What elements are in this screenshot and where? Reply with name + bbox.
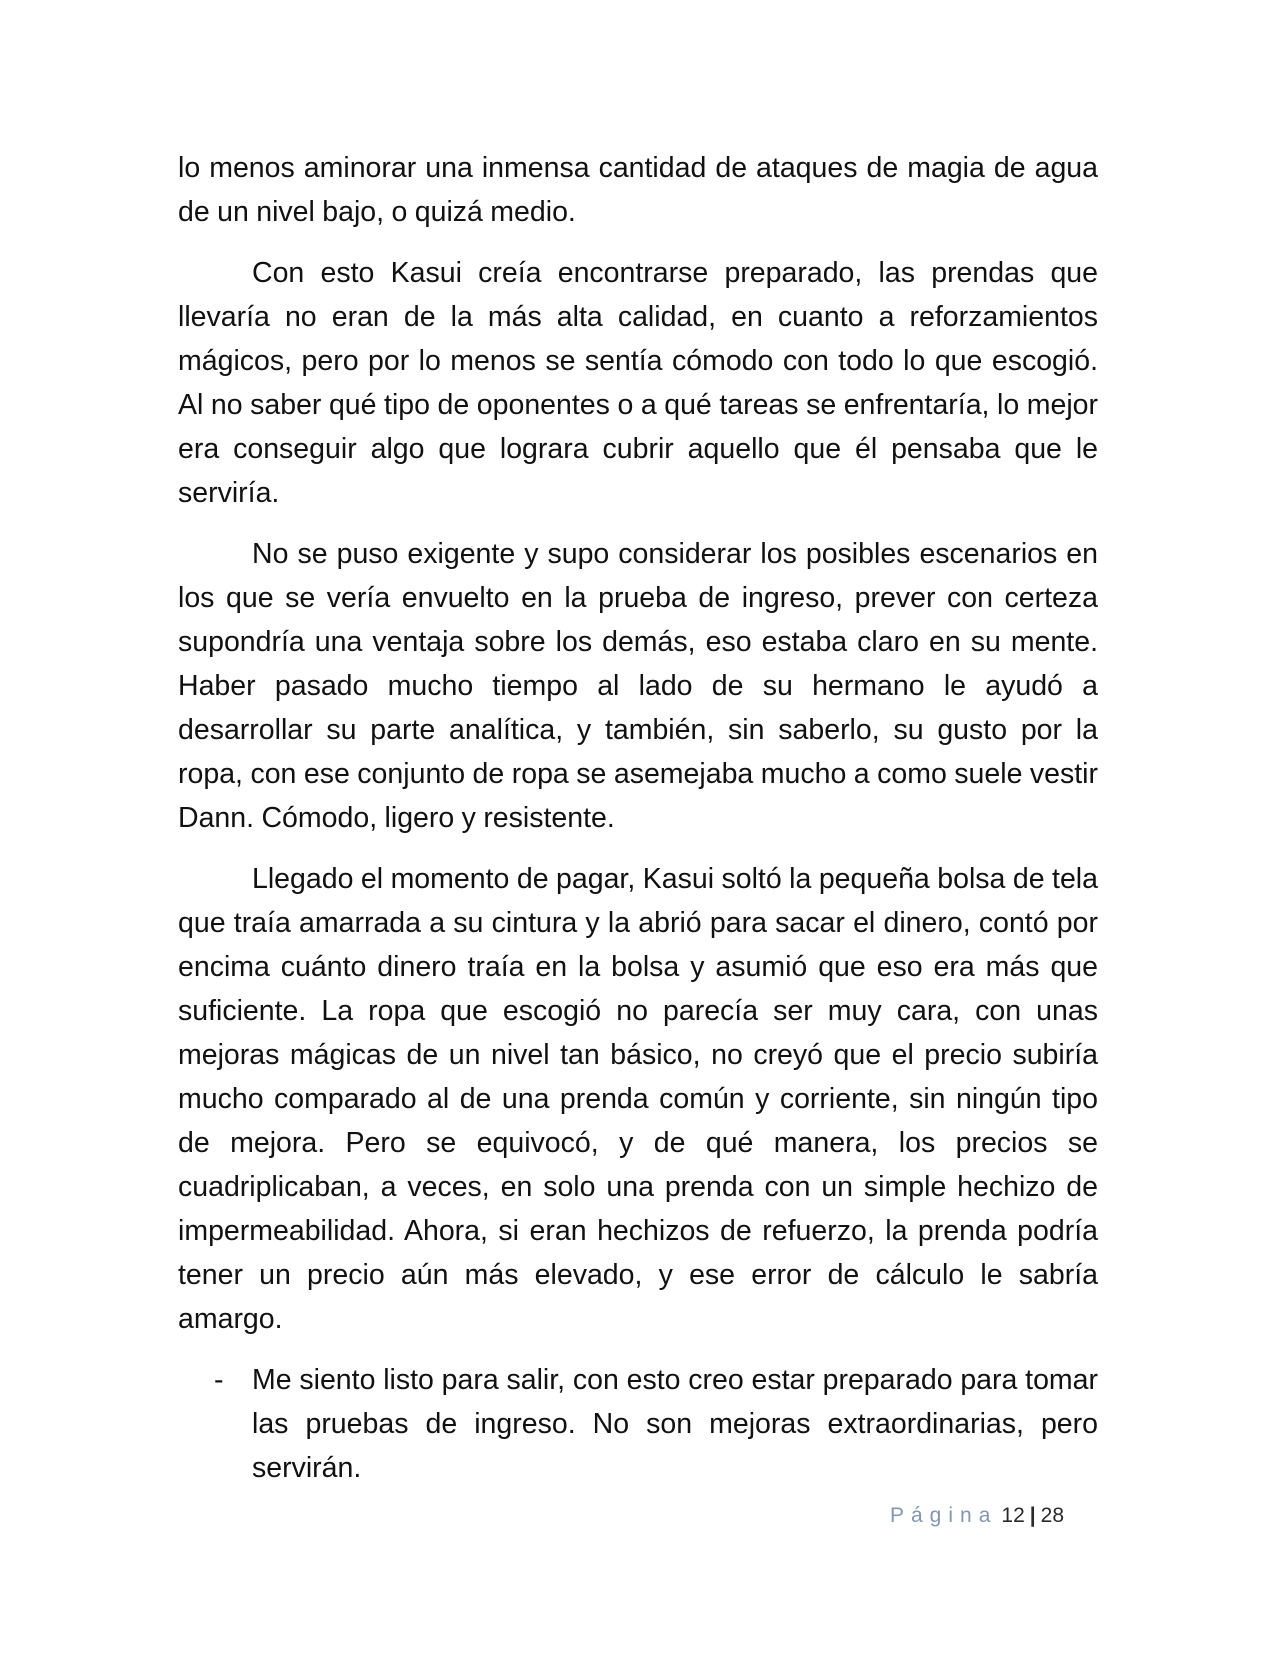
page-label: Página bbox=[890, 1504, 998, 1527]
page-footer bbox=[890, 1502, 1064, 1530]
page-body bbox=[178, 146, 1098, 1490]
page-total: 28 bbox=[1040, 1504, 1064, 1527]
paragraph: No se puso exigente y supo considerar los posibles escenarios en los que se vería envuelto en la prueba de ingreso, prever con certeza supondría una ventaja sobre los demás, eso estaba claro en su mente. Haber pasado mucho tiempo al lado de su hermano le ayudó a desarrollar su parte analítica, y también, sin saberlo, su gusto por la ropa, con ese conjunto de ropa se asemejaba mucho a como suele vestir Dann. Cómodo, ligero y resistente. bbox=[178, 538, 1098, 834]
dialogue-line bbox=[178, 1358, 1098, 1490]
page-separator: | bbox=[1029, 1504, 1036, 1527]
paragraph: Llegado el momento de pagar, Kasui soltó la pequeña bolsa de tela que traía amarrada a su cintura y la abrió para sacar el dinero, contó por encima cuánto dinero traía en la bolsa y asumió que eso era más que suficiente. La ropa que escogió no parecía ser muy cara, con unas mejoras mágicas de un nivel tan básico, no creyó que el precio subiría mucho comparado al de una prenda común y corriente, sin ningún tipo de mejora. Pero se equivocó, y de qué manera, los precios se cuadriplicaban, a veces, en solo una prenda con un simple hechizo de impermeabilidad. Ahora, si eran hechizos de refuerzo, la prenda podría tener un precio aún más elevado, y ese error de cálculo le sabría amargo. bbox=[178, 863, 1098, 1335]
paragraph-continuation: lo menos aminorar una inmensa cantidad de ataques de magia de agua de un nivel bajo, o quizá medio. bbox=[178, 152, 1098, 228]
paragraph: Con esto Kasui creía encontrarse preparado, las prendas que llevaría no eran de la más alta calidad, en cuanto a reforzamientos mágicos, pero por lo menos se sentía cómodo con todo lo que escogió. Al no saber qué tipo de oponentes o a qué tareas se enfrentaría, lo mejor era conseguir algo que lograra cubrir aquello que él pensaba que le serviría. bbox=[178, 257, 1098, 509]
dialogue-text: Me siento listo para salir, con esto creo estar preparado para tomar las pruebas de ingreso. No son mejoras extraordinarias, pero servirán. bbox=[252, 1364, 1098, 1484]
dialogue-dash: - bbox=[214, 1364, 224, 1396]
page-number: 12 bbox=[1001, 1504, 1025, 1527]
